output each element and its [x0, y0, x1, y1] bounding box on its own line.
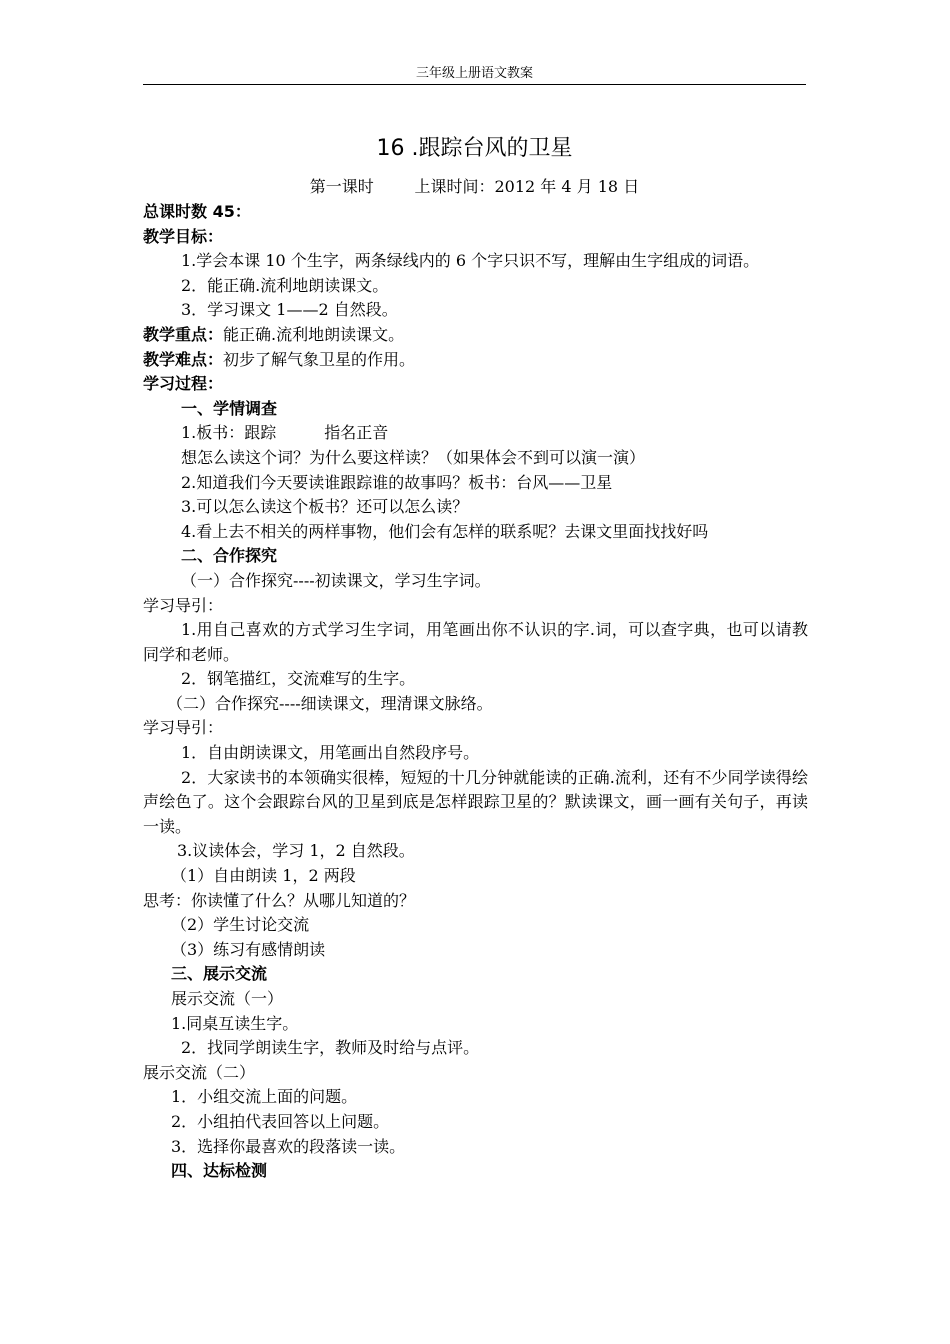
goal-item: 3．学习课文 1——2 自然段。 [181, 300, 398, 320]
key-point-label: 教学重点： [143, 324, 224, 344]
guide-item: 1．自由朗读课文，用笔画出自然段序号。 [181, 743, 480, 763]
pronunciation-note: 指名正音 [324, 423, 389, 443]
guide-item: （3）练习有感情朗读 [171, 939, 326, 959]
key-point [143, 323, 808, 348]
section-heading: 二、合作探究 [181, 546, 278, 566]
lesson-period: 第一课时 [309, 177, 374, 196]
subsection-heading: （二）合作探究----细读课文，理清课文脉络。 [167, 693, 493, 713]
difficulty [143, 348, 808, 373]
think-question: 思考：你读懂了什么？从哪儿知道的？ [143, 890, 416, 910]
goal-item: 1.学会本课 10 个生字，两条绿线内的 6 个字只识不写，理解由生字组成的词语。 [181, 251, 760, 271]
guide-item: （2）学生讨论交流 [171, 915, 310, 935]
lesson-date: 上课时间：2012 年 4 月 18 日 [414, 177, 640, 196]
guide-label: 学习导引： [143, 718, 224, 738]
process-heading: 学习过程： [143, 374, 224, 394]
section-line: 想怎么读这个词？为什么要这样读？（如果体会不到可以演一演） [181, 447, 646, 467]
section-line: 2．小组拍代表回答以上问题。 [171, 1111, 390, 1131]
section-line: 3.可以怎么读这个板书？还可以怎么读？ [181, 497, 469, 517]
guide-item: 2．钢笔描红，交流难写的生字。 [181, 669, 416, 689]
lesson-body [143, 200, 808, 1184]
section-line: 2．找同学朗读生字，教师及时给与点评。 [181, 1038, 480, 1058]
section-line: 3．选择你最喜欢的段落读一读。 [171, 1136, 406, 1156]
guide-item: （1）自由朗读 1，2 两段 [171, 866, 356, 886]
guide-item: 2．大家读书的本领确实很棒，短短的十几分钟就能读的正确.流利，还有不少同学读得绘声绘色了。这个会跟踪台风的卫星到底是怎样跟踪卫星的？默读课文，画一画有关句子，再读一读。 [143, 767, 808, 836]
section-heading: 三、展示交流 [171, 964, 268, 984]
section-line: 4.看上去不相关的两样事物，他们会有怎样的联系呢？去课文里面找找好吗 [181, 521, 709, 541]
page-header: 三年级上册语文教案 [143, 66, 806, 85]
guide-label: 学习导引： [143, 595, 224, 615]
section-line: 2.知道我们今天要读谁跟踪谁的故事吗？板书：台风——卫星 [181, 472, 613, 492]
lesson-meta [143, 176, 806, 198]
subsection-heading: 展示交流（一） [171, 989, 284, 1008]
section-line: 1.同桌互读生字。 [171, 1013, 299, 1033]
section-heading: 一、学情调查 [181, 398, 278, 418]
goal-item: 2．能正确.流利地朗读课文。 [181, 275, 389, 295]
total-hours: 总课时数 45： [143, 202, 251, 221]
difficulty-text: 初步了解气象卫星的作用。 [223, 349, 416, 369]
key-point-text: 能正确.流利地朗读课文。 [223, 324, 405, 344]
section-heading: 四、达标检测 [171, 1161, 268, 1181]
subsection-heading: 展示交流（二） [143, 1062, 256, 1082]
lesson-title: 16 .跟踪台风的卫星 [376, 136, 573, 161]
goals-heading: 教学目标： [143, 226, 224, 246]
section-line: 1．小组交流上面的问题。 [171, 1087, 358, 1107]
subsection-heading: （一）合作探究----初读课文，学习生字词。 [181, 570, 491, 590]
difficulty-label: 教学难点： [143, 349, 224, 369]
guide-item: 1.用自己喜欢的方式学习生字词，用笔画出你不认识的字.词，可以查字典，也可以请教同学和老师。 [143, 620, 808, 664]
guide-item: 3.议读体会，学习 1，2 自然段。 [177, 841, 415, 861]
section-line [143, 421, 808, 446]
board-writing: 1.板书：跟踪 [181, 423, 277, 443]
